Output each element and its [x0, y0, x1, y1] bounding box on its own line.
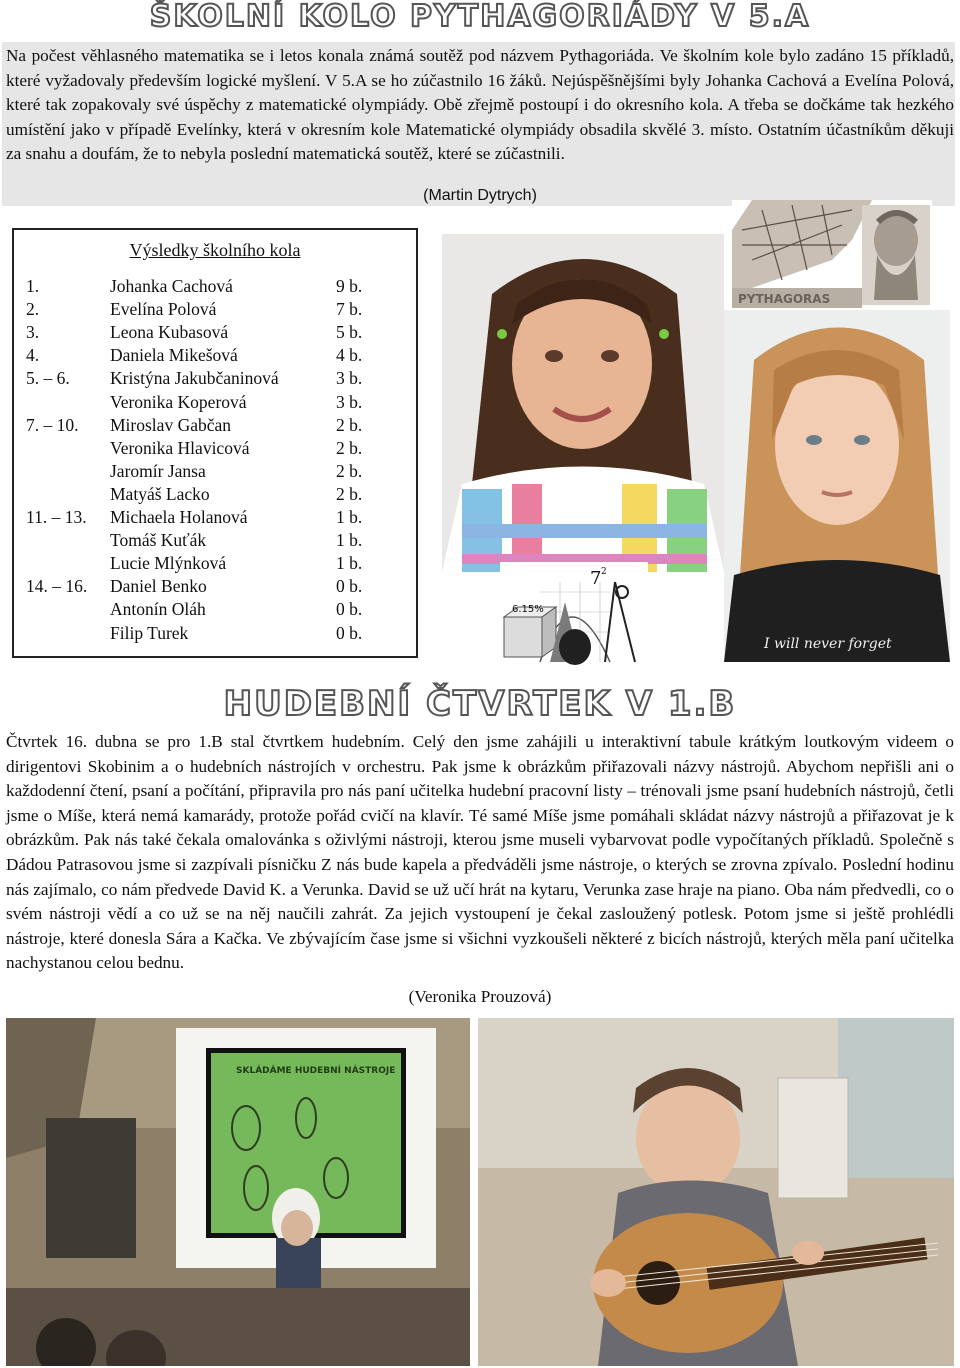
results-row	[14, 437, 416, 460]
results-rank: 14. – 16.	[26, 576, 88, 597]
results-row	[14, 529, 416, 552]
photo-interactive-whiteboard	[6, 1018, 470, 1366]
results-row	[14, 575, 416, 598]
results-score: 2 b.	[336, 414, 363, 435]
results-score: 0 b.	[336, 622, 363, 643]
results-row	[14, 483, 416, 506]
article-paragraph-pythagoriada: Na počest věhlasného matematika se i letos konala známá soutěž pod názvem Pythagoriáda. Ve školním kole bylo zadáno 15 příkladů, které vyžadovaly především logické myšlení. V 5.A se ho zúčastnilo 16 žáků. Nejúspěšnějšími byly Johanka Cachová a Evelína Polová, které tak zopakovaly své úspěchy z matematické olympiády. Obě zřejmě postoupí i do okresního kola. A třeba se dočkáme tak hezkého umístění jako v případě Evelínky, která v okresním kole Matematické olympiády obsadila skvělé 3. místo. Ostatním účastníkům děkuji za snahu a doufám, že to nebyla poslední matematická soutěž, které se zúčastnili.	[6, 46, 954, 164]
results-name: Leona Kubasová	[110, 322, 229, 343]
results-score: 1 b.	[336, 507, 363, 527]
results-score: 2 b.	[336, 437, 363, 458]
results-row	[14, 275, 416, 298]
results-score: 0 b.	[336, 599, 363, 620]
article-author-dytrych: (Martin Dytrych)	[423, 187, 537, 204]
results-row	[14, 367, 416, 390]
pythagoras-logo-image	[732, 200, 932, 310]
results-row	[14, 391, 416, 414]
results-row	[14, 506, 416, 529]
whiteboard-text: SKLÁDÁME HUDEBNÍ NÁSTROJE	[236, 1066, 396, 1076]
math-figure-image	[500, 562, 648, 672]
results-score: 0 b.	[336, 576, 363, 597]
results-name: Evelína Polová	[110, 299, 217, 320]
pythagoras-logo-text: PYTHAGORAS	[738, 292, 831, 306]
results-row	[14, 344, 416, 367]
results-name: Tomáš Kuťák	[110, 530, 207, 551]
results-name: Filip Turek	[110, 622, 189, 643]
results-score: 9 b.	[336, 276, 363, 296]
results-name: Johanka Cachová	[110, 276, 233, 296]
results-name: Daniel Benko	[110, 576, 207, 597]
math-percent-text: 6.15%	[512, 604, 544, 615]
results-rank: 1.	[26, 276, 40, 296]
results-name: Miroslav Gabčan	[110, 414, 232, 435]
results-name: Antonín Oláh	[110, 599, 206, 620]
results-score: 1 b.	[336, 553, 363, 574]
results-rank: 11. – 13.	[26, 507, 87, 527]
results-rank: 3.	[26, 322, 40, 343]
results-rank: 5. – 6.	[26, 368, 70, 389]
results-name: Veronika Hlavicová	[110, 437, 250, 458]
results-score: 2 b.	[336, 460, 363, 481]
article-paragraph-hudebni-ctvrtek: Čtvrtek 16. dubna se pro 1.B stal čtvrtkem hudebním. Celý den jsme zahájili u interaktivní tabule krátkým loutkovým videem o dirigentovi Skobinim a o hudebních nástrojích v orchestru. Pak jsme k obrázkům přiřazovali názvy nástrojů. Abychom nepřišli ani o každodenní čtení, psaní a počítání, připravila pro nás paní učitelka hudební pracovní listy – trénovali jsme psaní hudebních nástrojů, četli jsme o Míše, která nemá kamarády, protože pořád cvičí na klavír. Té samé Míše jsme pomáhali skládat názvy nástrojů a přiřazovat je k obrázkům. Pak nás také čekala omalovánka s oživlými nástroji, kterou jsme museli vybarvovat podle vypočítaných příkladů. Společně s Dádou Patrasovou jsme si zazpívali písničku Z nás bude kapela a předváděli jsme nástroje, o kterých se zrovna zpívalo. Poslední hodinu nás zajímalo, co nám předvede David K. a Verunka. David se už učí hrát na kytaru, Verunka zase hraje na piano. Oba nám předvedli, co o svém nástroji vědí a co už se na něj naučili zahrát. Za jejich vystoupení je čekal zasloužený potlesk. Potom jsme si ještě prohlédli nástroje, které donesla Sára a Kačka. Ve zbývajícím čase jsme si všichni vyzkoušeli některé z bicích nástrojů, kterých měla paní učitelka nachystanou celou bednu.	[6, 732, 954, 973]
results-name: Daniela Mikešová	[110, 345, 238, 366]
photo-evelina	[724, 310, 950, 662]
shirt-text: I will never forget	[764, 636, 892, 652]
math-exponent-text: 2	[601, 567, 607, 577]
results-row	[14, 298, 416, 321]
results-rank: 4.	[26, 345, 40, 366]
results-score: 3 b.	[336, 391, 363, 412]
results-score: 7 b.	[336, 299, 363, 320]
photo-johanka	[442, 234, 724, 572]
results-score: 3 b.	[336, 368, 363, 389]
article-title-pythagoriada: ŠKOLNÍ KOLO PYTHAGORIÁDY V 5.A	[149, 0, 811, 34]
results-score: 5 b.	[336, 322, 363, 343]
results-rank: 2.	[26, 299, 40, 320]
results-row	[14, 460, 416, 483]
article-title-hudebni-ctvrtek: HUDEBNÍ ČTVRTEK V 1.B	[223, 684, 737, 724]
results-score: 1 b.	[336, 530, 363, 551]
results-name: Lucie Mlýnková	[110, 553, 227, 574]
article-author-prouzova: (Veronika Prouzová)	[408, 987, 552, 1006]
results-name: Veronika Koperová	[110, 391, 247, 412]
results-row	[14, 321, 416, 344]
results-table	[12, 228, 418, 658]
results-name: Matyáš Lacko	[110, 483, 210, 504]
results-row	[14, 622, 416, 645]
results-score: 4 b.	[336, 345, 363, 366]
results-row	[14, 598, 416, 621]
photo-boy-guitar	[478, 1018, 954, 1366]
results-name: Jaromír Jansa	[110, 460, 206, 481]
results-score: 2 b.	[336, 483, 363, 504]
results-row	[14, 414, 416, 437]
math-power-text: 7	[590, 568, 602, 589]
results-rank: 7. – 10.	[26, 414, 79, 435]
results-title: Výsledky školního kola	[129, 240, 301, 260]
results-name: Kristýna Jakubčaninová	[110, 368, 279, 389]
results-name: Michaela Holanová	[110, 507, 248, 527]
results-row	[14, 552, 416, 575]
